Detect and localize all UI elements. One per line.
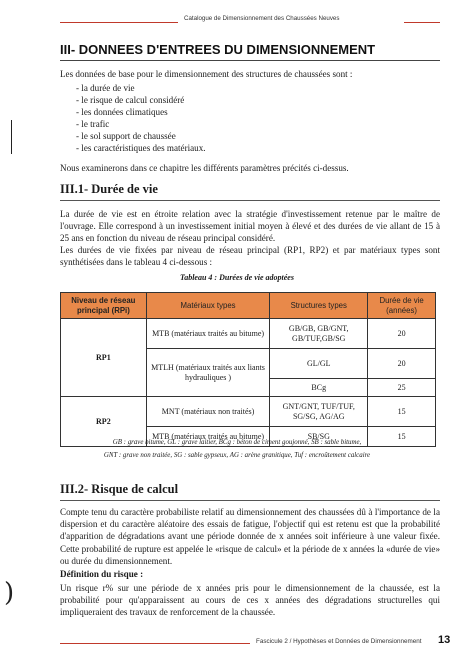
risk-definition-label: Définition du risque : xyxy=(60,569,144,579)
table-cell: 25 xyxy=(368,379,436,397)
header-rule-right xyxy=(404,22,440,23)
footer-text: Fascicule 2 / Hypothèses et Données de Dimensionnement xyxy=(256,638,422,645)
table-row xyxy=(61,319,436,349)
margin-mark xyxy=(11,120,12,154)
table-cell-rp2: RP2 xyxy=(61,397,147,447)
table-row xyxy=(61,397,436,427)
table-cell-rp1: RP1 xyxy=(61,319,147,397)
margin-bracket: ) xyxy=(4,578,15,608)
table-legend-2: GNT : grave non traitée, SG : sable gypseux, AG : arène granitique, Tuf : encroûtement calcaire xyxy=(103,452,371,459)
footer-rule xyxy=(60,643,250,644)
table-caption: Tableau 4 : Durées de vie adoptées xyxy=(180,273,294,282)
table-header-cell: Structures types xyxy=(270,293,368,319)
table-header-row xyxy=(61,293,436,319)
list-item: - la durée de vie xyxy=(76,83,135,93)
header-rule-left xyxy=(60,22,178,23)
table-header-cell: Matériaux types xyxy=(146,293,270,319)
table-cell: MTLH (matériaux traités aux liants hydrauliques ) xyxy=(146,349,270,397)
table-cell: 20 xyxy=(368,349,436,379)
s2-paragraph-1: Compte tenu du caractère probabiliste relatif au dimensionnement des chaussées dû à l'importance de la dispersion et du caractère aléatoire des essais de fatigue, l'objectif qui est retenu est que la probabilité d'apparition de dégradations avant une période donnée de x années soit inférieure à une valeur fixée. Cette probabilité de rupture est appelée le «risque de calcul» et la période de x années la «durée de vie» ou durée du dimensionnement. xyxy=(60,507,440,566)
table-legend-1: GB : grave bitume, GL : grave laitier, BCg : béton de ciment goujonné, SB : sable bitume, xyxy=(112,439,362,446)
intro-list xyxy=(76,82,206,155)
table-cell: 15 xyxy=(368,397,436,427)
table-cell: MTB (matériaux traités au bitume) xyxy=(146,319,270,349)
header-text: Catalogue de Dimensionnement des Chaussées Neuves xyxy=(184,15,340,22)
table-cell: SB/SG xyxy=(270,427,368,447)
table-cell: GL/GL xyxy=(270,349,368,379)
list-item: - les caractéristiques des matériaux. xyxy=(76,143,206,154)
section-title: III- DONNEES D'ENTREES DU DIMENSIONNEMENT xyxy=(60,42,376,57)
list-item: - le sol support de chaussée xyxy=(76,131,176,142)
table-cell: 20 xyxy=(368,319,436,349)
table-cell: MNT (matériaux non traités) xyxy=(146,397,270,427)
subsection-title-1: III.1- Durée de vie xyxy=(60,182,158,196)
section-title-rule xyxy=(60,60,440,61)
table-cell: GNT/GNT, TUF/TUF, SG/SG, AG/AG xyxy=(270,397,368,427)
table-cell: BCg xyxy=(270,379,368,397)
table-cell: MTB (matériaux traités au bitume) xyxy=(146,427,270,447)
page-header xyxy=(60,14,440,28)
table-cell: 15 xyxy=(368,427,436,447)
list-item: - le risque de calcul considéré xyxy=(76,95,185,106)
s2-paragraph-2: Un risque r% sur une période de x années pris pour le dimensionnement de la chaussée, est la probabilité pour qu'apparaissent au cours de ces x années des dégradations structurelles qui impliqueraient des travaux de renforcement de la chaussée. xyxy=(60,583,440,618)
intro-text: Les données de base pour le dimensionnement des structures de chaussées sont : xyxy=(60,69,353,79)
table-header-cell: Durée de vie (années) xyxy=(368,293,436,319)
subsection-rule-2 xyxy=(60,500,440,501)
list-item: - le trafic xyxy=(76,119,110,130)
subsection-rule-1 xyxy=(60,200,440,201)
page-number: 13 xyxy=(438,634,451,646)
intro-outro: Nous examinerons dans ce chapitre les différents paramètres précités ci-dessus. xyxy=(60,163,349,173)
table-header-cell: Niveau de réseau principal (RPi) xyxy=(61,293,147,319)
subsection-title-2: III.2- Risque de calcul xyxy=(60,482,179,496)
s1-paragraph-2: Les durées de vie fixées par niveau de réseau principal (RP1, RP2) et par matériaux types sont synthétisées dans le tableau 4 ci-dessous : xyxy=(60,245,440,268)
lifetime-table xyxy=(60,292,436,447)
list-item: - les données climatiques xyxy=(76,107,168,118)
s1-paragraph-1: La durée de vie est en étroite relation avec la stratégie d'investissement retenue par le maître de l'ouvrage. Elle correspond à un investissement initial moyen à élevé et des durées de vie allant de 15 à 25 ans en fonction du niveau de réseau principal considéré. xyxy=(60,209,440,244)
table-cell: GB/GB, GB/GNT, GB/TUF,GB/SG xyxy=(270,319,368,349)
